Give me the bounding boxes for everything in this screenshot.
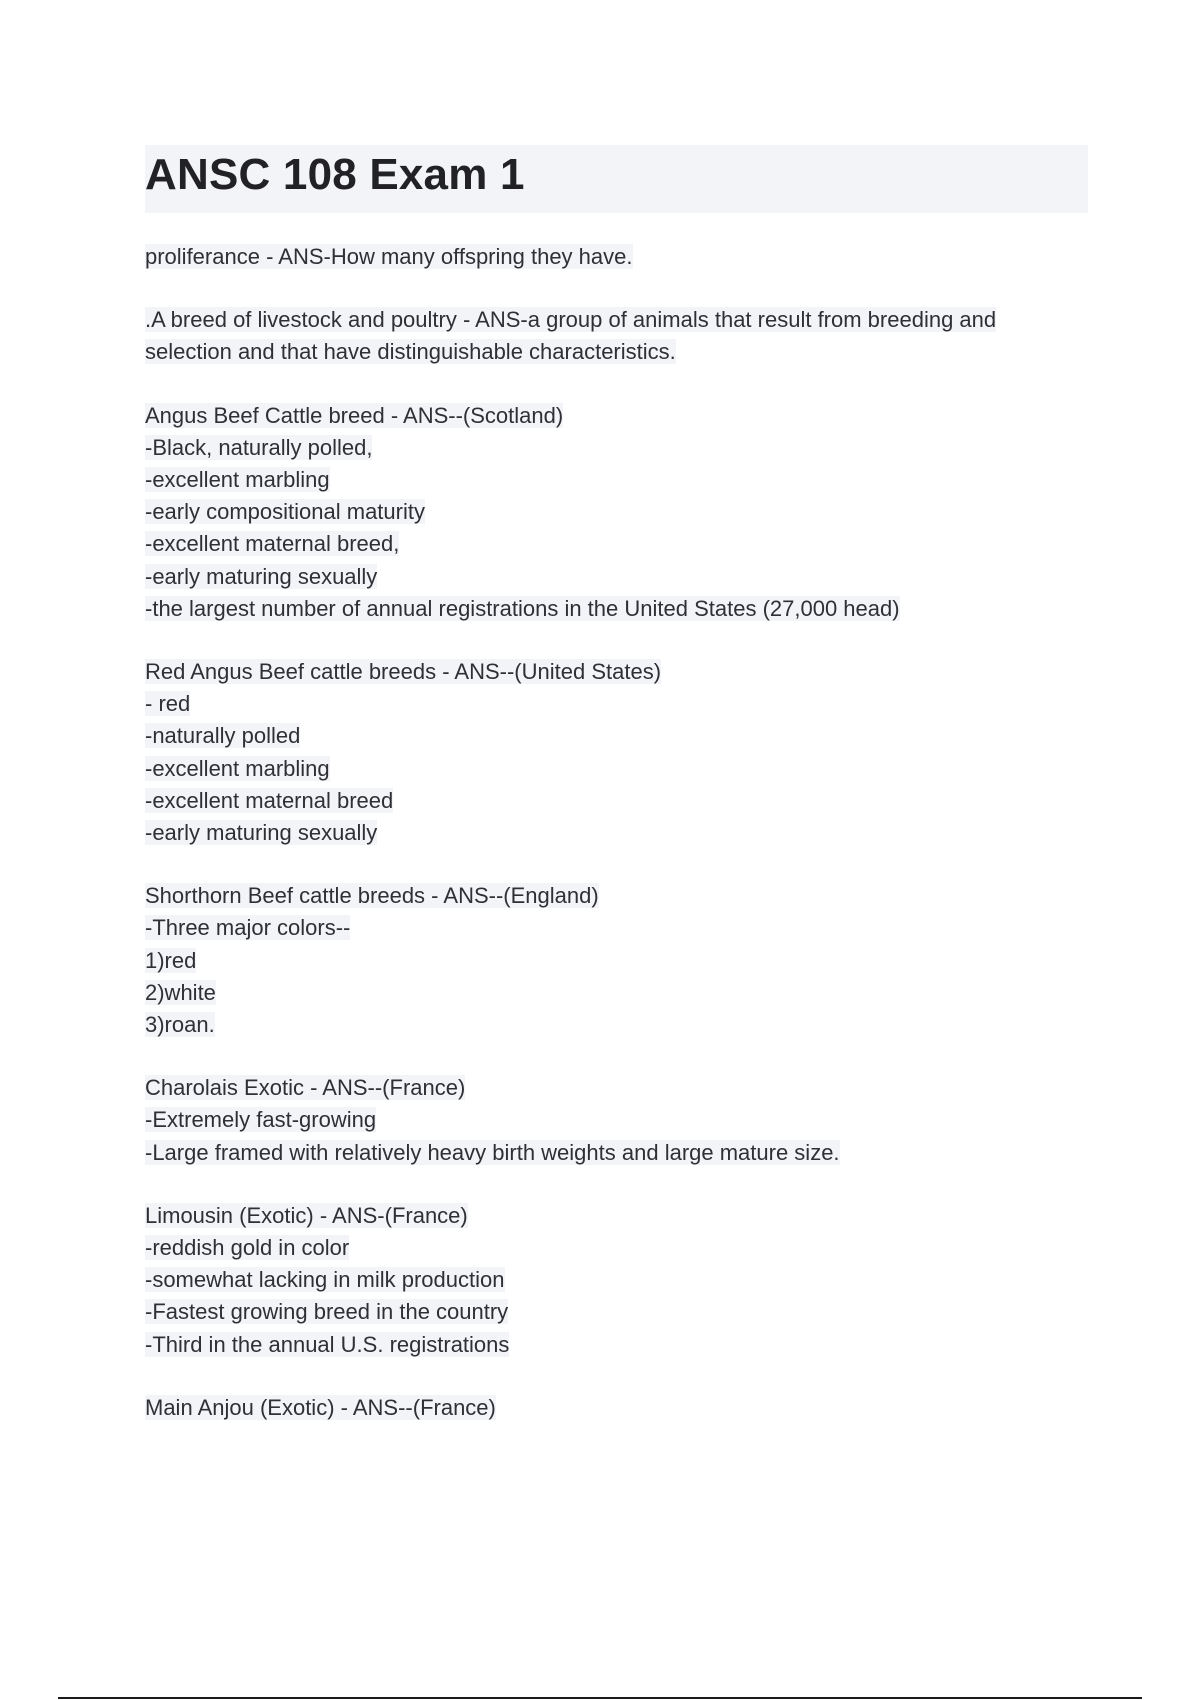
entry-detail-line — [145, 561, 1090, 593]
entry-text: -reddish gold in color — [145, 1235, 350, 1261]
entry-term-line — [145, 241, 1090, 273]
entry-detail-line — [145, 1104, 1090, 1136]
qa-entry — [145, 304, 1090, 368]
footer-divider — [58, 1697, 1142, 1699]
qa-entry — [145, 1072, 1090, 1169]
entry-detail-line — [145, 817, 1090, 849]
entry-text: 2)white — [145, 979, 216, 1005]
entry-detail-line — [145, 464, 1090, 496]
entry-text: -Fastest growing breed in the country — [145, 1299, 509, 1325]
entry-detail-line — [145, 912, 1090, 944]
entry-detail-line — [145, 496, 1090, 528]
entry-text: -excellent marbling — [145, 467, 330, 493]
entry-detail-line — [145, 977, 1090, 1009]
entry-term-line — [145, 880, 1090, 912]
entry-text: Limousin (Exotic) - ANS-(France) — [145, 1202, 468, 1228]
entry-detail-line — [145, 753, 1090, 785]
entry-text: -early maturing sexually — [145, 820, 378, 846]
entry-text: -Extremely fast-growing — [145, 1107, 377, 1133]
entry-term-line — [145, 1200, 1090, 1232]
entry-text: proliferance - ANS-How many offspring they have. — [145, 244, 633, 269]
entry-text: 3)roan. — [145, 1012, 215, 1038]
qa-entry — [145, 656, 1090, 849]
entry-detail-line — [145, 1264, 1090, 1296]
entry-text: -excellent maternal breed — [145, 787, 394, 813]
qa-entry — [145, 880, 1090, 1041]
entry-detail-line — [145, 1232, 1090, 1264]
qa-entry — [145, 241, 1090, 273]
entry-term-line — [145, 1072, 1090, 1104]
page-title: ANSC 108 Exam 1 — [145, 150, 525, 199]
entry-detail-line — [145, 688, 1090, 720]
entry-detail-line — [145, 1329, 1090, 1361]
entry-term-line — [145, 304, 1090, 336]
qa-entry — [145, 400, 1090, 625]
entry-text: -Black, naturally polled, — [145, 434, 373, 460]
entry-detail-line — [145, 593, 1090, 625]
entry-text: -Large framed with relatively heavy birth weights and large mature size. — [145, 1139, 840, 1165]
entry-term-line — [145, 1392, 1090, 1424]
entry-detail-line — [145, 1137, 1090, 1169]
entry-text: -early compositional maturity — [145, 499, 425, 525]
entry-text: Main Anjou (Exotic) - ANS--(France) — [145, 1394, 496, 1420]
entry-text: selection and that have distinguishable characteristics. — [145, 339, 676, 365]
entry-detail-line — [145, 336, 1090, 368]
entry-detail-line — [145, 1296, 1090, 1328]
entry-text: .A breed of livestock and poultry - ANS-a group of animals that result from breeding and — [145, 307, 997, 333]
entry-detail-line — [145, 785, 1090, 817]
entry-detail-line — [145, 432, 1090, 464]
entry-text: Charolais Exotic - ANS--(France) — [145, 1075, 466, 1101]
entry-term-line — [145, 400, 1090, 432]
document-body — [145, 241, 1090, 1455]
entry-text: -naturally polled — [145, 723, 301, 749]
entry-text: -Three major colors-- — [145, 915, 351, 941]
entry-text: -excellent maternal breed, — [145, 531, 400, 557]
entry-text: -excellent marbling — [145, 755, 330, 781]
entry-text: - red — [145, 691, 191, 717]
qa-entry — [145, 1200, 1090, 1361]
qa-entry — [145, 1392, 1090, 1424]
title-bar — [145, 145, 1088, 213]
entry-detail-line — [145, 720, 1090, 752]
entry-text: -Third in the annual U.S. registrations — [145, 1331, 510, 1357]
entry-text: Angus Beef Cattle breed - ANS--(Scotland) — [145, 402, 564, 428]
entry-term-line — [145, 656, 1090, 688]
entry-detail-line — [145, 945, 1090, 977]
entry-text: 1)red — [145, 947, 197, 973]
entry-text: -early maturing sexually — [145, 563, 378, 589]
entry-detail-line — [145, 528, 1090, 560]
entry-detail-line — [145, 1009, 1090, 1041]
entry-text: Shorthorn Beef cattle breeds - ANS--(England) — [145, 883, 599, 909]
entry-text: -the largest number of annual registrations in the United States (27,000 head) — [145, 595, 900, 621]
entry-text: Red Angus Beef cattle breeds - ANS--(United States) — [145, 659, 662, 685]
entry-text: -somewhat lacking in milk production — [145, 1267, 505, 1293]
